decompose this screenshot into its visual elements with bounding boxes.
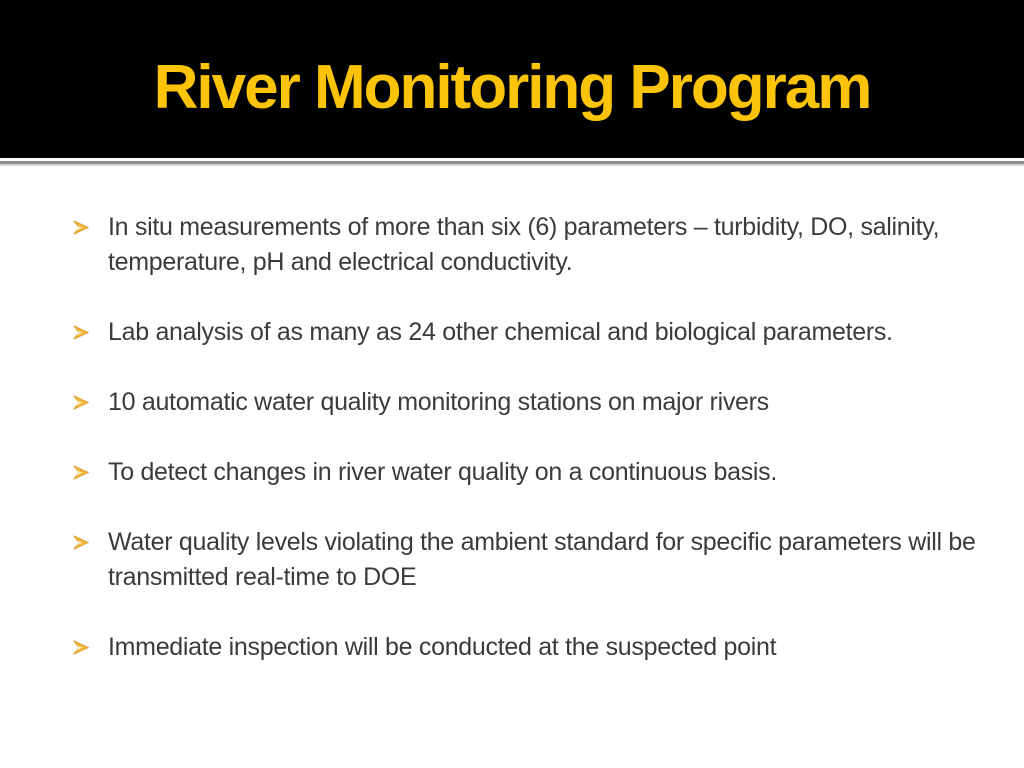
arrowhead-bullet-icon — [72, 639, 89, 656]
bullet-text: Water quality levels violating the ambient standard for specific parameters will be transmitted real-time to DOE — [108, 528, 976, 591]
slide-body — [0, 166, 1024, 665]
bullet-text: Lab analysis of as many as 24 other chemical and biological parameters. — [108, 318, 893, 346]
arrowhead-bullet-icon — [72, 219, 89, 236]
bullet-text: 10 automatic water quality monitoring stations on major rivers — [108, 388, 769, 416]
bullet-text: To detect changes in river water quality on a continuous basis. — [108, 458, 777, 486]
bullet-text: Immediate inspection will be conducted at the suspected point — [108, 633, 777, 661]
bullet-item — [72, 210, 984, 280]
arrowhead-bullet-icon — [72, 324, 89, 341]
title-bar — [0, 0, 1024, 158]
bullet-item — [72, 455, 984, 490]
arrowhead-bullet-icon — [72, 534, 89, 551]
bullet-item — [72, 385, 984, 420]
bullet-item — [72, 525, 984, 595]
bullet-text: In situ measurements of more than six (6) parameters – turbidity, DO, salinity, temperature, pH and electrical conductivity. — [108, 213, 940, 276]
bullet-list — [72, 210, 984, 665]
arrowhead-bullet-icon — [72, 464, 89, 481]
header-divider — [0, 158, 1024, 166]
bullet-item — [72, 315, 984, 350]
slide-title: River Monitoring Program — [153, 52, 871, 122]
arrowhead-bullet-icon — [72, 394, 89, 411]
bullet-item — [72, 630, 984, 665]
